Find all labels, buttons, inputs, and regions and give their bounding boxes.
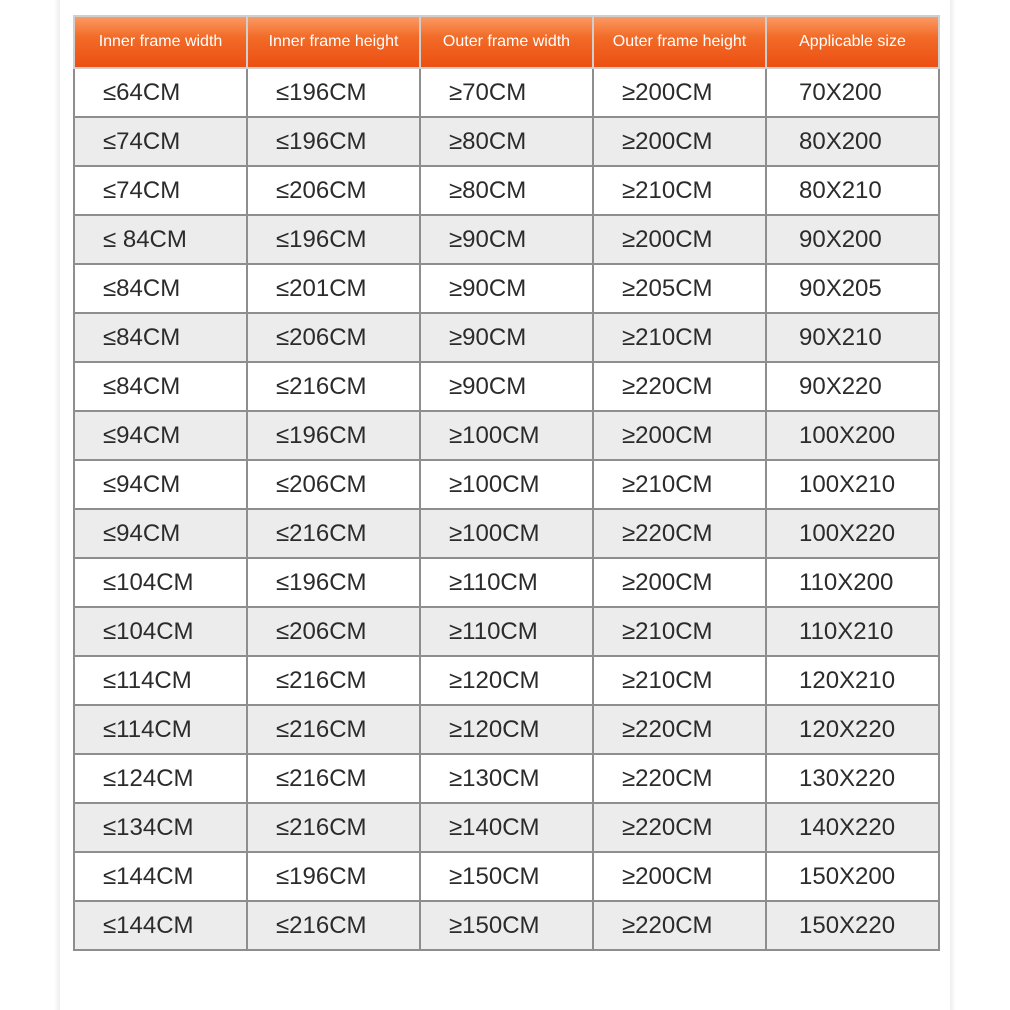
outer-frame-height-cell: ≥210CM [593,313,766,362]
table-row [74,117,939,166]
header-inner-frame-width: Inner frame width [74,16,247,68]
table-row [74,215,939,264]
inner-frame-width-cell: ≤114CM [74,705,247,754]
outer-frame-width-cell: ≥120CM [420,705,593,754]
header-inner-frame-height: Inner frame height [247,16,420,68]
outer-frame-width-cell: ≥140CM [420,803,593,852]
inner-frame-width-cell: ≤84CM [74,362,247,411]
applicable-size-cell: 130X220 [766,754,939,803]
header-applicable-size: Applicable size [766,16,939,68]
table-row [74,68,939,117]
inner-frame-height-cell: ≤196CM [247,68,420,117]
applicable-size-cell: 100X220 [766,509,939,558]
outer-frame-height-cell: ≥200CM [593,852,766,901]
outer-frame-width-cell: ≥150CM [420,852,593,901]
inner-frame-width-cell: ≤ 84CM [74,215,247,264]
inner-frame-height-cell: ≤201CM [247,264,420,313]
header-outer-frame-width: Outer frame width [420,16,593,68]
inner-frame-width-cell: ≤144CM [74,852,247,901]
inner-frame-width-cell: ≤74CM [74,166,247,215]
outer-frame-height-cell: ≥200CM [593,411,766,460]
outer-frame-width-cell: ≥150CM [420,901,593,950]
inner-frame-height-cell: ≤206CM [247,607,420,656]
inner-frame-width-cell: ≤144CM [74,901,247,950]
inner-frame-height-cell: ≤216CM [247,362,420,411]
inner-frame-width-cell: ≤104CM [74,558,247,607]
applicable-size-cell: 110X200 [766,558,939,607]
applicable-size-cell: 90X200 [766,215,939,264]
outer-frame-width-cell: ≥130CM [420,754,593,803]
outer-frame-height-cell: ≥220CM [593,803,766,852]
inner-frame-width-cell: ≤124CM [74,754,247,803]
applicable-size-cell: 90X220 [766,362,939,411]
inner-frame-height-cell: ≤196CM [247,852,420,901]
right-edge-shadow [950,0,956,1010]
applicable-size-cell: 150X200 [766,852,939,901]
outer-frame-width-cell: ≥80CM [420,117,593,166]
table-row [74,264,939,313]
inner-frame-height-cell: ≤206CM [247,313,420,362]
applicable-size-cell: 90X205 [766,264,939,313]
outer-frame-width-cell: ≥90CM [420,362,593,411]
inner-frame-width-cell: ≤94CM [74,411,247,460]
outer-frame-height-cell: ≥210CM [593,607,766,656]
inner-frame-width-cell: ≤74CM [74,117,247,166]
outer-frame-height-cell: ≥200CM [593,215,766,264]
outer-frame-width-cell: ≥80CM [420,166,593,215]
table-row [74,313,939,362]
outer-frame-height-cell: ≥220CM [593,705,766,754]
outer-frame-height-cell: ≥210CM [593,656,766,705]
inner-frame-height-cell: ≤216CM [247,803,420,852]
inner-frame-height-cell: ≤216CM [247,509,420,558]
table-row [74,705,939,754]
table-row [74,901,939,950]
outer-frame-width-cell: ≥110CM [420,607,593,656]
table-row [74,754,939,803]
table-row [74,411,939,460]
inner-frame-width-cell: ≤134CM [74,803,247,852]
table-row [74,558,939,607]
inner-frame-height-cell: ≤206CM [247,166,420,215]
applicable-size-cell: 150X220 [766,901,939,950]
inner-frame-width-cell: ≤104CM [74,607,247,656]
inner-frame-width-cell: ≤84CM [74,264,247,313]
table-row [74,607,939,656]
applicable-size-cell: 70X200 [766,68,939,117]
table-row [74,852,939,901]
outer-frame-height-cell: ≥210CM [593,166,766,215]
outer-frame-width-cell: ≥100CM [420,460,593,509]
inner-frame-height-cell: ≤196CM [247,215,420,264]
inner-frame-height-cell: ≤216CM [247,705,420,754]
outer-frame-height-cell: ≥220CM [593,901,766,950]
applicable-size-cell: 110X210 [766,607,939,656]
size-chart-table [73,15,940,951]
applicable-size-cell: 120X220 [766,705,939,754]
inner-frame-height-cell: ≤196CM [247,117,420,166]
inner-frame-width-cell: ≤84CM [74,313,247,362]
table-row [74,656,939,705]
outer-frame-height-cell: ≥200CM [593,117,766,166]
table-body [74,68,939,950]
inner-frame-height-cell: ≤196CM [247,411,420,460]
outer-frame-width-cell: ≥110CM [420,558,593,607]
inner-frame-height-cell: ≤206CM [247,460,420,509]
applicable-size-cell: 80X200 [766,117,939,166]
table-row [74,166,939,215]
applicable-size-cell: 90X210 [766,313,939,362]
outer-frame-width-cell: ≥90CM [420,215,593,264]
outer-frame-height-cell: ≥220CM [593,509,766,558]
applicable-size-cell: 120X210 [766,656,939,705]
outer-frame-width-cell: ≥90CM [420,264,593,313]
outer-frame-width-cell: ≥120CM [420,656,593,705]
header-outer-frame-height: Outer frame height [593,16,766,68]
outer-frame-width-cell: ≥100CM [420,509,593,558]
outer-frame-height-cell: ≥200CM [593,558,766,607]
inner-frame-height-cell: ≤216CM [247,754,420,803]
outer-frame-height-cell: ≥200CM [593,68,766,117]
left-edge-shadow [54,0,60,1010]
table-row [74,460,939,509]
outer-frame-height-cell: ≥205CM [593,264,766,313]
applicable-size-cell: 100X200 [766,411,939,460]
inner-frame-width-cell: ≤94CM [74,460,247,509]
inner-frame-width-cell: ≤64CM [74,68,247,117]
applicable-size-cell: 140X220 [766,803,939,852]
table-row [74,362,939,411]
inner-frame-width-cell: ≤114CM [74,656,247,705]
applicable-size-cell: 80X210 [766,166,939,215]
outer-frame-height-cell: ≥220CM [593,362,766,411]
table-row [74,803,939,852]
outer-frame-width-cell: ≥70CM [420,68,593,117]
inner-frame-height-cell: ≤216CM [247,656,420,705]
inner-frame-width-cell: ≤94CM [74,509,247,558]
inner-frame-height-cell: ≤216CM [247,901,420,950]
table-row [74,509,939,558]
outer-frame-height-cell: ≥210CM [593,460,766,509]
outer-frame-width-cell: ≥90CM [420,313,593,362]
outer-frame-height-cell: ≥220CM [593,754,766,803]
table-header [74,16,939,68]
inner-frame-height-cell: ≤196CM [247,558,420,607]
outer-frame-width-cell: ≥100CM [420,411,593,460]
applicable-size-cell: 100X210 [766,460,939,509]
header-row [74,16,939,68]
